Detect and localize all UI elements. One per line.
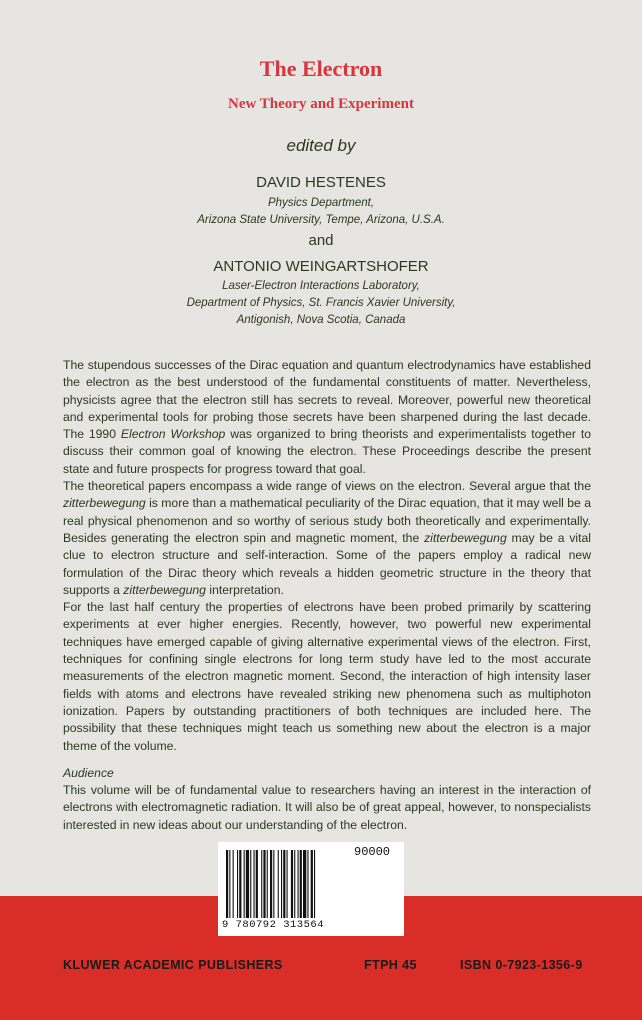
- blurb-p2-part-c: may be a vital clue to electron structure and self-interaction. Some of the papers employ a radical new formulation of the Dirac theory which reveals a hidden geometric structure in the theory that supports a: [63, 530, 592, 597]
- blurb-paragraph-1: [63, 357, 591, 478]
- publisher-name: KLUWER ACADEMIC PUBLISHERS: [63, 958, 283, 972]
- blurb-p2-emphasis-2: zitterbewegung: [424, 530, 507, 545]
- blurb-p2-part-a: The theoretical papers encompass a wide range of views on the electron. Several argue that the: [63, 479, 591, 494]
- blurb-p1-emphasis: Electron Workshop: [120, 427, 226, 442]
- editor-1-affiliation-line-2: Arizona State University, Tempe, Arizona, U.S.A.: [197, 214, 445, 226]
- blurb-p1-part-b: was organized to bring theorists and experimentalists together to discuss their common goal of knowing the electron. These Proceedings describe the present state and future prospects for progress toward that goal.: [63, 427, 591, 476]
- blurb: [63, 357, 591, 834]
- book-title: The Electron: [259, 56, 383, 81]
- blurb-paragraph-2: [63, 478, 591, 599]
- isbn-number: ISBN 0-7923-1356-9: [460, 958, 583, 972]
- editor-2-affiliation-line-2: Department of Physics, St. Francis Xavier University,: [186, 297, 456, 309]
- edited-by-label: edited by: [286, 136, 356, 155]
- blurb-p2-part-d: interpretation.: [205, 582, 284, 597]
- audience-text: This volume will be of fundamental value to researchers having an interest in the interaction of electrons with electromagnetic radiation. It will also be of great appeal, however, to nonspecialists interested in new ideas about our understanding of the electron.: [63, 783, 591, 832]
- blurb-p1-part-a: The stupendous successes of the Dirac equation and quantum electrodynamics have established the electron as the best understood of the fundamental constituents of matter. Nevertheless, physicists agree that the electron still has secrets to reveal. Moreover, powerful new theoretical and experimental tools for probing those secrets have been sharpened during the last decade. The 1990: [63, 358, 591, 442]
- blurb-p2-emphasis-1: zitterbewegung: [63, 496, 146, 511]
- and-label: and: [308, 232, 334, 249]
- blurb-p2-part-b: is more than a mathematical peculiarity of the Dirac equation, that it may well be a real physical phenomenon and so worthy of serious study both theoretically and experimentally. Besides generating the electron spin and magnetic moment, the: [63, 496, 591, 545]
- editor-1-affiliation: [150, 195, 492, 229]
- book-subtitle: New Theory and Experiment: [228, 96, 414, 112]
- editor-1-name: DAVID HESTENES: [256, 174, 386, 191]
- barcode-digits: 9 780792 313564: [222, 919, 325, 931]
- editor-1-affiliation-line-1: Physics Department,: [267, 197, 375, 209]
- barcode-price-code: 90000: [354, 845, 391, 859]
- editor-2-affiliation-line-3: Antigonish, Nova Scotia, Canada: [236, 314, 406, 326]
- editor-2-name: ANTONIO WEINGARTSHOFER: [213, 258, 429, 275]
- editor-2-affiliation-line-1: Laser-Electron Interactions Laboratory,: [222, 280, 420, 292]
- barcode-icon: [226, 850, 346, 918]
- editor-2-affiliation: [140, 278, 502, 329]
- blurb-paragraph-3: For the last half century the properties of electrons have been probed primarily by scattering experiments at ever higher energies. Recently, however, two powerful new experimental techniques have emerged capable of giving alternative experimental views of the electron. First, techniques for confining single electrons for long term study have led to the most accurate measurements of the electron magnetic moment. Second, the interaction of high intensity laser fields with atoms and electrons have revealed striking new phenomena such as multiphoton ionization. Papers by outstanding practitioners of both techniques are included here. The possibility that these techniques might teach us something new about the electron is a major theme of the volume.: [63, 600, 591, 753]
- blurb-p2-emphasis-3: zitterbewegung: [123, 582, 206, 597]
- barcode-label: [218, 842, 404, 936]
- audience-heading: Audience: [63, 765, 114, 780]
- series-code: FTPH 45: [364, 958, 417, 972]
